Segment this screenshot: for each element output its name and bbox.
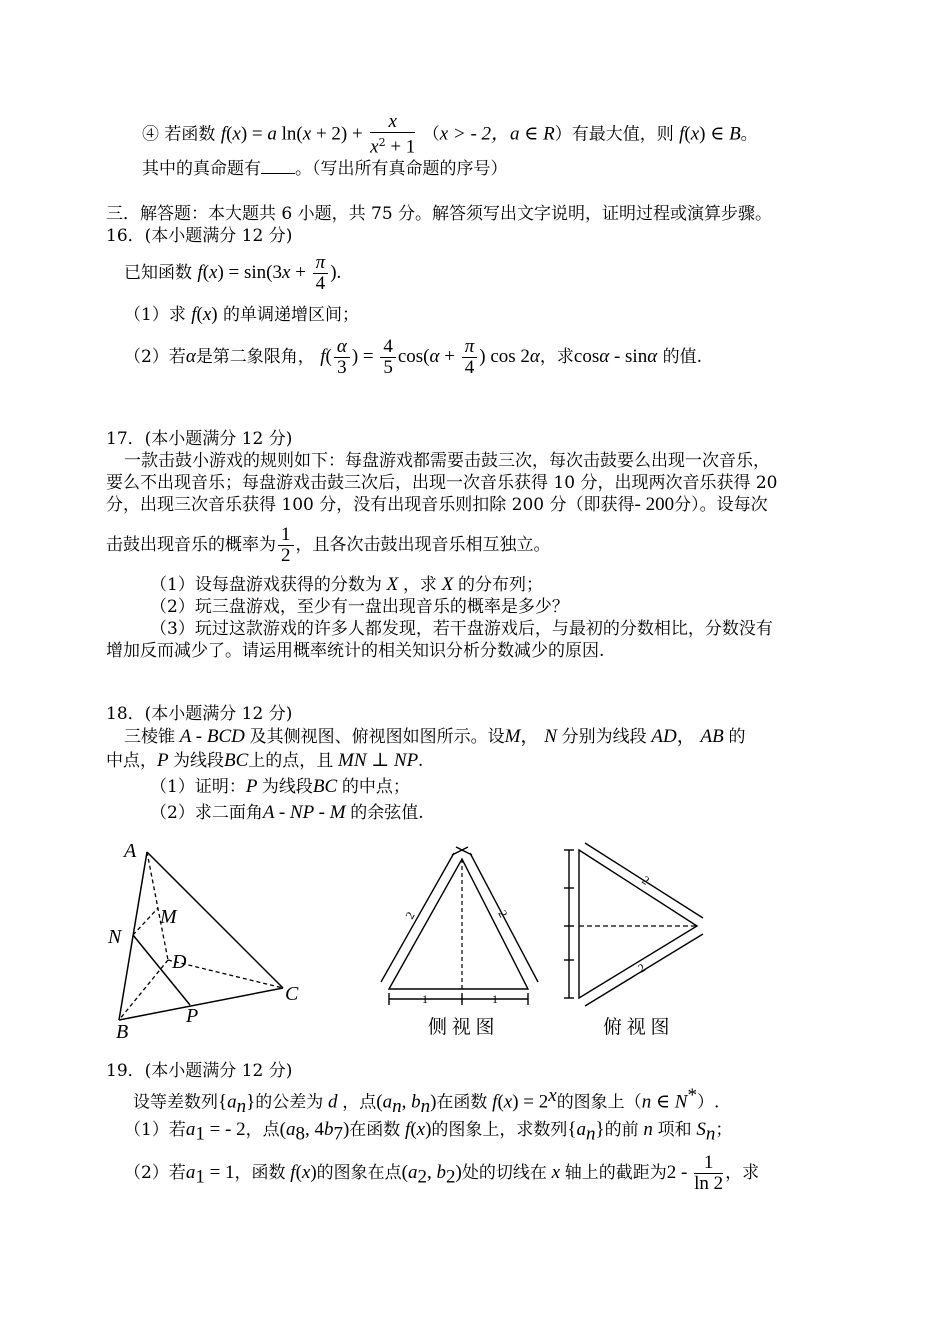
text: 中点， [106, 751, 157, 771]
text: 其中的真命题有 [142, 159, 261, 179]
text: 及其侧视图、俯视图如图所示。设 [249, 727, 505, 747]
label-B: B [116, 1021, 129, 1043]
text: 项和 [657, 1120, 692, 1140]
label-C: C [285, 983, 299, 1005]
text: 三棱锥 [124, 727, 175, 747]
text: 在函数 [349, 1120, 401, 1140]
dim-right-edge: 2 [495, 907, 511, 920]
text: 上的点，且 [248, 751, 334, 771]
text: （1）设每盘游戏获得的分数为 [150, 575, 382, 595]
label-P: P [186, 1005, 199, 1027]
text: ，求 [402, 575, 437, 595]
text: （2）求二面角 [150, 803, 263, 823]
text: ，求 [725, 1163, 760, 1183]
q16-part2: （2）若α是第二象限角， f( $\frac{\alpha}{3}$ ) = $\frac{4}{5}$ cos(α + $\frac{\pi}{4}$ ) cos 2α，求cosα - sinα 的值. [124, 336, 702, 378]
text: ，求 [539, 347, 574, 367]
q17-line3 [106, 494, 768, 516]
q17-line4: 击鼓出现音乐的概率为 $\frac{1}{2}$ ，且各次击鼓出现音乐相互独立。 [106, 524, 551, 566]
q17-part2: （2）玩三盘游戏，至少有一盘出现音乐的概率是多少？ [150, 597, 569, 617]
q19-line1: 设等差数列$\{a_n\}$的公差为 d ，点($a_n$, $b_n$)在函数 $f(x) = 2^x$的图象上（n ∈ N*）. [133, 1085, 720, 1118]
text: ，且各次击鼓出现音乐相互独立。 [295, 535, 551, 555]
q15-ask [142, 158, 508, 180]
answer-blank [261, 159, 295, 174]
top-view-caption: 俯 视 图 [603, 1017, 670, 1038]
text: ）. [696, 1092, 720, 1113]
text: 。（写出所有真命题的序号） [295, 159, 508, 179]
text: 轴上的截距为 [564, 1163, 667, 1183]
text: 的 [728, 727, 746, 747]
q18-title: 18．(本小题满分 12 分) [106, 704, 293, 724]
text: 的公差为 [255, 1092, 324, 1113]
q18-part1: （1）证明：P 为线段BC 的中点； [150, 776, 410, 797]
text: ，点 [342, 1092, 377, 1113]
text: （ [422, 124, 440, 145]
text: （2）若 [124, 1163, 186, 1183]
text: 分）。设每次 [674, 495, 768, 515]
label-M: M [160, 906, 177, 928]
text: 的图象上，求数列 [431, 1120, 568, 1140]
text: 击鼓出现音乐的概率为 [106, 535, 276, 555]
text: 处的切线在 [461, 1163, 547, 1183]
q19-part1: （1）若$a_1$ = - 2，点($a_8$, $4b_7$)在函数 f(x)的图象上，求数列$\{a_n\}$的前 n 项和 $S_n$； [124, 1119, 733, 1145]
q17-line2: 要么不出现音乐；每盘游戏击鼓三次后，出现一次音乐获得 10 分，出现两次音乐获得 20 [106, 473, 778, 493]
q15-item4: ④ 若函数 f(x) = a ln(x + 2) + $\frac{x}{x^2 + 1}$ （x > - 2，a ∈ R）有最大值，则 f(x) ∈ B。 [142, 111, 758, 158]
q19-title: 19．(本小题满分 12 分) [106, 1061, 293, 1081]
label-D: D [172, 951, 187, 973]
math: - 200 [634, 494, 675, 515]
text: 的分布列； [458, 575, 544, 595]
section3-heading: 三．解答题：本大题共 6 小题，共 75 分。解答须写出文字说明，证明过程或演算步骤。 [106, 204, 773, 224]
text: 的中点； [341, 777, 410, 797]
q18-part2: （2）求二面角A - NP - M 的余弦值. [150, 802, 424, 823]
dim-bottom-right: 1 [492, 992, 498, 1006]
text: 已知函数 [124, 263, 192, 283]
label-N: N [108, 926, 122, 948]
text: （2）若 [124, 347, 186, 367]
side-view-caption: 侧 视 图 [428, 1017, 495, 1038]
text: 设等差数列 [133, 1092, 218, 1113]
text: 的单调递增区间； [223, 305, 360, 325]
q18-line2: 中点，P 为线段BC上的点，且 MN ⊥ NP. [106, 750, 423, 771]
text: ，点 [245, 1120, 280, 1140]
q16-given: 已知函数 f(x) = sin(3x + $\frac{\pi}{4}$ ). [124, 252, 342, 294]
text: 。 [740, 124, 758, 145]
text: （1）若 [124, 1120, 186, 1140]
side-view-figure [372, 845, 542, 1040]
text: 分，出现三次音乐获得 100 分，没有出现音乐则扣除 200 分（即获得 [106, 495, 635, 515]
q16-title: 16．(本小题满分 12 分) [106, 226, 293, 246]
text: 在函数 [436, 1092, 488, 1113]
text: 是第二象限角， [195, 347, 315, 367]
q17-part3-cont: 增加反而减少了。请运用概率统计的相关知识分析分数减少的原因. [106, 641, 605, 661]
q17-part3: （3）玩过这款游戏的许多人都发现，若干盘游戏后，与最初的分数相比，分数没有 [150, 619, 773, 639]
text: 的余弦值. [350, 803, 424, 823]
text: 的图象上（ [556, 1092, 642, 1113]
label-A: A [124, 840, 137, 862]
text: ）有最大值，则 [554, 124, 674, 145]
dim-bottom-left: 1 [422, 992, 428, 1006]
q16-part1: （1）求 f(x) 的单调递增区间； [124, 304, 360, 325]
tetrahedron-figure [100, 835, 330, 1045]
text: ； [715, 1120, 733, 1140]
dim-bottom-edge: 2 [635, 960, 648, 976]
text: 的图象在点 [316, 1163, 402, 1183]
q17-part1: （1）设每盘游戏获得的分数为 X ，求 X 的分布列； [150, 574, 544, 595]
dim-top-edge: 2 [639, 872, 653, 888]
q18-line1: 三棱锥 A - BCD 及其侧视图、俯视图如图所示。设M， N 分别为线段 AD， AB 的 [124, 726, 746, 747]
text: ，函数 [234, 1163, 286, 1183]
text: 的值. [662, 347, 702, 367]
dim-left-edge: 2 [402, 909, 418, 922]
top-view-figure [555, 840, 720, 1040]
math: x > - 2，a ∈ R [439, 123, 555, 145]
q17-title: 17．(本小题满分 12 分) [106, 429, 293, 449]
text: 的前 [604, 1120, 639, 1140]
text: 分别为线段 [561, 727, 647, 747]
text: 为线段 [173, 751, 225, 771]
text: （1）证明： [150, 777, 246, 797]
q17-line1: 一款击鼓小游戏的规则如下：每盘游戏都需要击鼓三次，每次击鼓要么出现一次音乐， [124, 451, 770, 471]
text: 为线段 [261, 777, 313, 797]
text: （1）求 [124, 305, 186, 325]
text: ④ 若函数 [142, 124, 216, 145]
q19-part2: （2）若$a_1 = 1$，函数 f(x)的图象在点($a_2$, $b_2$)处的切线在 x 轴上的截距为2 - $\frac{1}{\ln 2}$ ，求 [124, 1152, 760, 1194]
